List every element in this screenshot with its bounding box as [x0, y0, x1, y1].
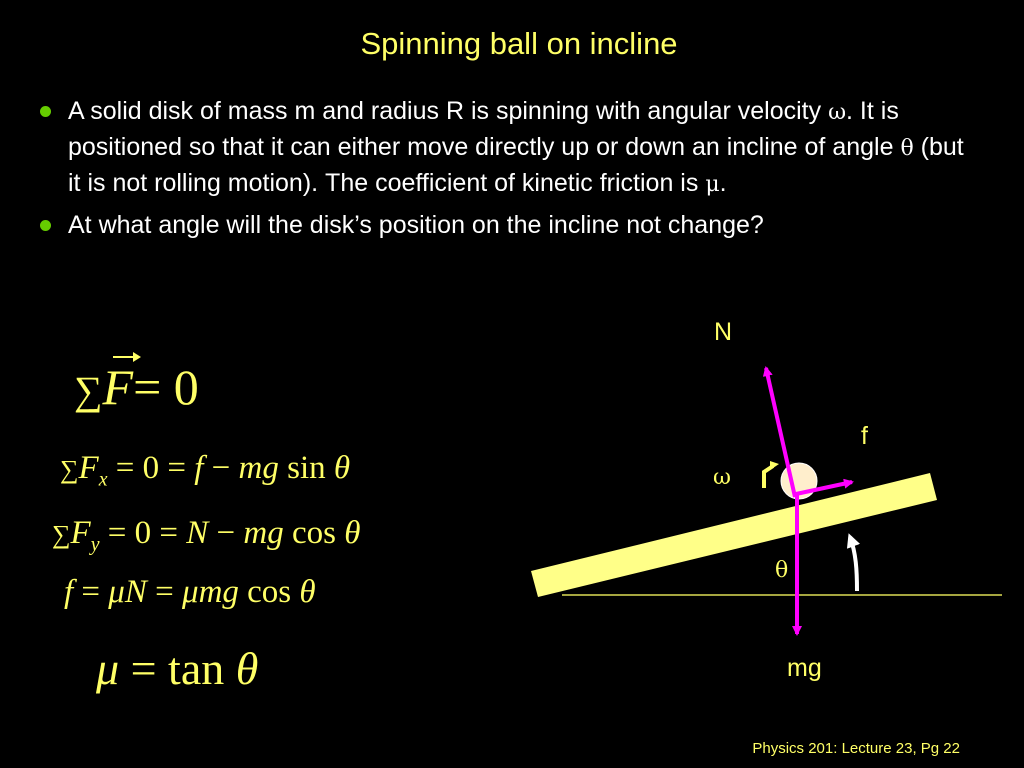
- omega-label: ω: [713, 465, 731, 490]
- equation-sum-fx: $\sum F_x = 0 = f$ − mg sin θ: [60, 450, 351, 491]
- weight-label: mg: [787, 654, 822, 682]
- bullet-1-text-c: (but it is not rolling motion). The coefficient of kinetic friction is: [68, 133, 964, 197]
- equation-rhs: = 0: [133, 359, 199, 415]
- mu-symbol: μ: [705, 172, 720, 197]
- force-vector: F: [102, 359, 134, 415]
- incline-plank: [531, 473, 937, 597]
- bullet-1-text-d: .: [719, 169, 727, 197]
- equation-friction: f = μN = μmg cos θ: [64, 574, 316, 610]
- bullet-2-text: At what angle will the disk’s position on the incline not change?: [68, 211, 764, 239]
- theta-label: θ: [775, 558, 789, 583]
- bullet-1-text-b: . It is positioned so that it can either move directly up or down an incline of angle: [68, 97, 901, 161]
- rotation-arrow-icon: [764, 466, 773, 488]
- slide-title: Spinning ball on incline: [360, 26, 678, 61]
- friction-label: f: [861, 422, 868, 450]
- bullet-1-text-a: A solid disk of mass m and radius R is spinning with angular velocity: [68, 97, 829, 125]
- normal-force-label: N: [714, 318, 733, 346]
- rotation-arrowhead-icon: [770, 461, 779, 470]
- theta-symbol: θ: [900, 136, 914, 161]
- sigma-symbol: ∑: [74, 368, 103, 413]
- normal-force-arrow: [766, 368, 795, 497]
- slide-footer: Physics 201: Lecture 23, Pg 22: [752, 740, 960, 757]
- equation-result: μ = tan θ: [96, 643, 259, 694]
- angle-arc-arrow-icon: [850, 537, 857, 591]
- equation-sum-fy: $\sum F_y = 0 = N$ − mg cos θ: [52, 515, 361, 556]
- omega-symbol: ω: [828, 100, 847, 125]
